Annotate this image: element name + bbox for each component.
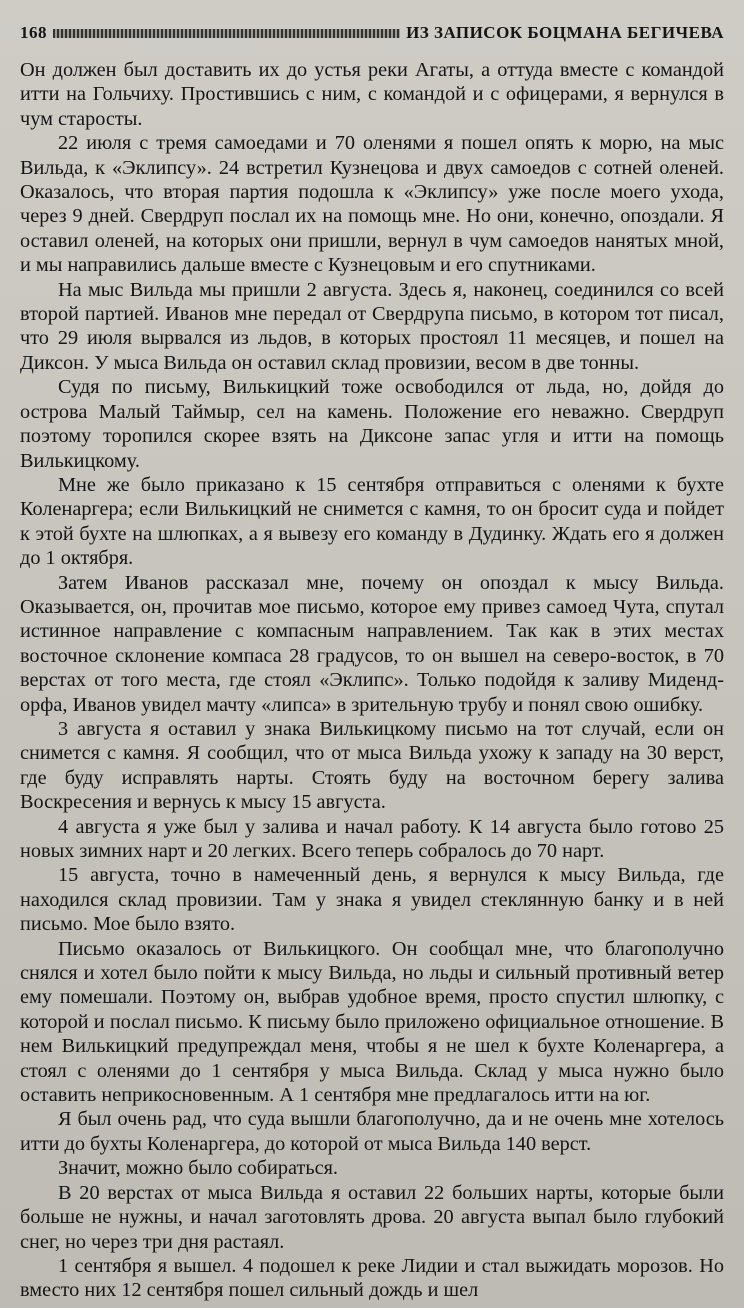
paragraph: На мыс Вильда мы пришли 2 августа. Здесь я, наконец, соединился со всей второй партией. Иванов мне передал от Свердрупа письмо, в котором тот писал, что 29 июля вырвался из льдов, в которых простоял 11 месяцев, и пошел на Диксон. У мыса Вильда он оставил склад провизии, весом в две тонны. bbox=[20, 278, 724, 374]
paragraph: Он должен был доставить их до устья реки Агаты, а оттуда вместе с командой итти на Гольчиху. Простившись с ним, с командой и с офицерами, я вернулся в чум старосты. bbox=[20, 59, 724, 130]
paragraph: Мне же было приказано к 15 сентября отправиться с оленями к бухте Коленаргера; если Вилькицкий не снимется с камня, то он бросит суда и пойдет к этой бухте на шлюпках, а я вывезу его команду в Дудинку. Ждать его я должен до 1 октября. bbox=[20, 473, 724, 570]
paragraph: Судя по письму, Вилькицкий тоже освободился от льда, но, дойдя до острова Малый Таймыр, сел на камень. Положение его неважно. Свердруп поэтому торопился скорее взять на Диксоне запас угля и итти на помощь Вилькицкому. bbox=[20, 376, 724, 472]
paragraph: 15 августа, точно в намеченный день, я вернулся к мысу Вильда, где находился склад провизии. Там у знака я увидел стеклянную банку и в ней письмо. Мое было взято. bbox=[20, 864, 724, 936]
page-body bbox=[20, 58, 724, 1303]
paragraph: Я был очень рад, что суда вышли благополучно, да и не очень мне хотелось итти до бухты Коленаргера, до которой от мыса Вильда 140 верст. bbox=[20, 1108, 724, 1155]
paragraph: Значит, можно было собираться. bbox=[58, 1157, 339, 1180]
paragraph: 1 сентября я вышел. 4 подошел к реке Лидии и стал выжидать морозов. Но вместо них 12 сентября пошел сильный дождь и шел bbox=[20, 1254, 724, 1302]
paragraph: Письмо оказалось от Вилькицкого. Он сообщал мне, что благополучно снялся и хотел было пойти к мысу Вильда, но льды и сильный противный ветер ему помешали. Поэтому он, выбрав удобное время, просто спустил шлюпку, с которой и послал письмо. К письму было приложено официальное отношение. В нем Вилькицкий предупреждал меня, чтобы я не шел к бухте Коленаргера, а стоял с оленями до 1 сентября у мыса Вильда. Склад у мыса нужно было оставить неприкосновенным. А 1 сентября мне предлагалось итти на юг. bbox=[20, 937, 724, 1107]
paragraph: Затем Иванов рассказал мне, почему он опоздал к мысу Вильда. Оказывается, он, прочитав мое письмо, которое ему привез самоед Чута, спутал истинное направление с компасным направлением. Так как в этих местах восточное склонение компаса 28 градусов, то он вышел на северо-восток, в 70 верстах от того места, где стоял «Эклипс». Только подойдя к заливу Мидендорфа, Иванов увидел мачту «липса» в зрительную трубу и понял свою ошибку. bbox=[20, 571, 724, 716]
paragraph: 4 августа я уже был у залива и начал работу. К 14 августа было готово 25 новых зимних нарт и 20 легких. Всего теперь собралось до 70 нарт. bbox=[20, 815, 724, 862]
running-title: ИЗ ЗАПИСОК БОЦМАНА БЕГИЧЕВА bbox=[406, 23, 724, 42]
page-header bbox=[20, 22, 724, 44]
paragraph: 22 июля с тремя самоедами и 70 оленями я пошел опять к морю, на мыс Вильда, к «Эклипсу». 24 встретил Кузнецова и двух самоедов с сотней оленей. Оказалось, что вторая партия подошла к «Эклипсу» уже после моего ухода, через 9 дней. Свердруп послал их на помощь мне. Но они, конечно, опоздали. Я оставил оленей, на которых они пришли, вернул в чум самоедов нанятых мной, и мы направились дальше вместе с Кузнецовым и его спутниками. bbox=[20, 132, 724, 277]
page-number: 168 bbox=[20, 23, 47, 42]
paragraph: В 20 верстах от мыса Вильда я оставил 22 больших нарты, которые были больше не нужны, и начал заготовлять дрова. 20 августа выпал было глубокий снег, но через три дня растаял. bbox=[20, 1181, 724, 1253]
header-rule bbox=[53, 29, 400, 38]
paragraph: 3 августа я оставил у знака Вилькицкому письмо на тот случай, если он снимется с камня. Я сообщил, что от мыса Вильда ухожу к западу на 30 верст, где буду исправлять нарты. Стоять буду на восточном берегу залива Воскресения и вернусь к мысу 15 августа. bbox=[20, 717, 724, 814]
